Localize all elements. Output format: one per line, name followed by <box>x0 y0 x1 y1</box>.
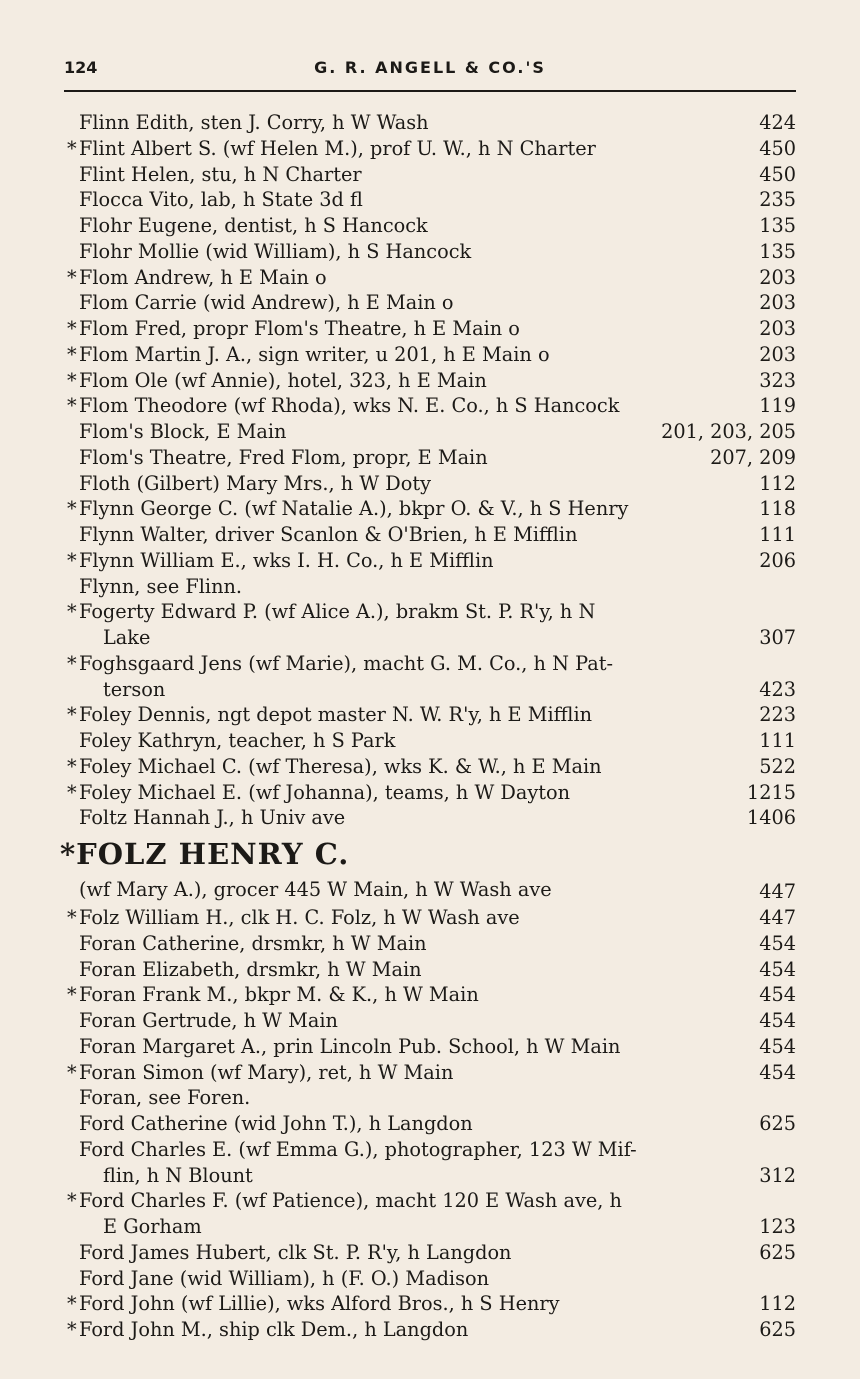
voter-star-marker: * <box>67 317 77 340</box>
entry-text: Flom's Theatre, Fred Flom, propr, E Main <box>79 445 488 469</box>
directory-entry <box>60 239 798 265</box>
directory-entry <box>60 187 798 213</box>
directory-entry <box>60 1291 798 1317</box>
voter-star-marker: * <box>67 906 77 929</box>
directory-entry <box>60 213 798 239</box>
entry-text: Foley Dennis, ngt depot master N. W. R'y, h E Mifflin <box>79 703 593 727</box>
directory-entry <box>60 162 798 188</box>
directory-entry <box>60 1266 798 1292</box>
house-number: 454 <box>759 1060 796 1084</box>
entry-text: Flint Helen, stu, h N Charter <box>79 162 362 186</box>
voter-star-marker: * <box>67 651 77 675</box>
entry-text: Ford Charles E. (wf Emma G.), photographer, 123 W Mif- <box>79 1137 637 1161</box>
directory-entry <box>60 316 798 342</box>
voter-star-marker: * <box>67 600 77 624</box>
entry-text: Flom Carrie (wid Andrew), h E Main o <box>79 291 454 315</box>
house-number: 223 <box>759 703 796 727</box>
directory-entry <box>60 265 798 291</box>
directory-entry <box>60 471 798 497</box>
entry-text: Foley Michael C. (wf Theresa), wks K. & W., h E Main <box>79 754 602 778</box>
house-number: 307 <box>759 626 796 649</box>
directory-entry <box>60 1085 798 1111</box>
house-number: 625 <box>759 1112 796 1135</box>
house-number: 424 <box>759 111 796 134</box>
entry-text: Flinn Edith, sten J. Corry, h W Wash <box>79 111 429 134</box>
voter-star-marker: * <box>67 1292 77 1316</box>
house-number: 203 <box>759 342 796 366</box>
entry-text: Foran, see Foren. <box>79 1086 251 1110</box>
directory-entry <box>60 1008 798 1034</box>
voter-star-marker: * <box>67 754 77 778</box>
house-number: 203 <box>759 317 796 340</box>
directory-entry <box>60 110 798 136</box>
house-number: 447 <box>759 880 796 904</box>
entry-text: Flynn William E., wks I. H. Co., h E Mifflin <box>79 548 494 572</box>
entry-continuation: flin, h N Blount <box>103 1163 253 1187</box>
directory-entry <box>60 419 798 445</box>
entry-continuation: E Gorham <box>103 1215 202 1238</box>
house-number: 235 <box>759 188 796 212</box>
directory-entry <box>60 1188 798 1240</box>
entry-text: Ford James Hubert, clk St. P. R'y, h Langdon <box>79 1240 512 1264</box>
entry-text: Flohr Mollie (wid William), h S Hancock <box>79 239 472 263</box>
house-number: 323 <box>759 368 796 392</box>
voter-star-marker: * <box>67 1189 77 1213</box>
directory-entry <box>60 1111 798 1137</box>
header-rule <box>64 90 796 92</box>
entry-text: Foran Elizabeth, drsmkr, h W Main <box>79 957 422 981</box>
voter-star-marker: * <box>67 136 77 160</box>
house-number: 1215 <box>746 780 796 804</box>
house-number: 522 <box>759 754 796 778</box>
house-number: 111 <box>759 523 796 546</box>
house-number: 119 <box>759 394 796 418</box>
entry-text: Flom Martin J. A., sign writer, u 201, h E Main o <box>79 342 550 366</box>
entry-text: Foran Frank M., bkpr M. & K., h W Main <box>79 983 479 1007</box>
house-number: 123 <box>759 1215 796 1238</box>
entry-text: Foltz Hannah J., h Univ ave <box>79 806 346 830</box>
house-number: 454 <box>759 957 796 981</box>
directory-entry <box>60 805 798 831</box>
entry-text: Ford Charles F. (wf Patience), macht 120 E Wash ave, h <box>79 1189 622 1213</box>
entry-continuation: terson <box>103 677 166 701</box>
voter-star-marker: * <box>67 342 77 366</box>
entry-text: Ford Jane (wid William), h (F. O.) Madison <box>79 1266 489 1290</box>
entry-text: Folz William H., clk H. C. Folz, h W Wash ave <box>79 906 520 929</box>
voter-star-marker: * <box>67 265 77 289</box>
entry-text: Flom Fred, propr Flom's Theatre, h E Main o <box>79 317 520 340</box>
house-number: 135 <box>759 214 796 237</box>
entry-text: Flynn Walter, driver Scanlon & O'Brien, h E Mifflin <box>79 523 578 546</box>
voter-star-marker: * <box>67 1060 77 1084</box>
house-number: 111 <box>759 729 796 752</box>
entry-text: Flom Ole (wf Annie), hotel, 323, h E Main <box>79 368 487 392</box>
entry-text: Foran Simon (wf Mary), ret, h W Main <box>79 1060 454 1084</box>
directory-entry <box>60 574 798 600</box>
directory-entry <box>60 780 798 806</box>
voter-star-marker: * <box>67 780 77 804</box>
entry-text: Flocca Vito, lab, h State 3d fl <box>79 188 363 212</box>
directory-entry <box>60 368 798 394</box>
voter-star-marker: * <box>67 1318 77 1341</box>
entry-text: Flom Andrew, h E Main o <box>79 265 327 289</box>
entry-text: Flynn, see Flinn. <box>79 574 243 598</box>
page-header <box>64 58 796 84</box>
house-number: 1406 <box>746 806 796 830</box>
entry-text: Ford John (wf Lillie), wks Alford Bros., h S Henry <box>79 1292 560 1316</box>
featured-entry-text: (wf Mary A.), grocer 445 W Main, h W Wash ave <box>79 878 552 901</box>
house-number: 625 <box>759 1240 796 1264</box>
house-number: 454 <box>759 983 796 1007</box>
directory-entry <box>60 982 798 1008</box>
house-number: 450 <box>759 162 796 186</box>
entry-text: Flom's Block, E Main <box>79 420 287 443</box>
directory-entry <box>60 1034 798 1060</box>
directory-entry <box>60 496 798 522</box>
voter-star-marker: * <box>67 394 77 418</box>
house-number: 206 <box>759 548 796 572</box>
entry-continuation: Lake <box>103 626 151 649</box>
directory-entry <box>60 1060 798 1086</box>
directory-entry <box>60 1137 798 1189</box>
directory-entry <box>60 445 798 471</box>
entry-text: Foran Catherine, drsmkr, h W Main <box>79 931 427 955</box>
directory-entry <box>60 1317 798 1343</box>
house-number: 454 <box>759 1009 796 1032</box>
directory-entry <box>60 754 798 780</box>
directory-entry <box>60 728 798 754</box>
directory-entry <box>60 522 798 548</box>
house-number: 625 <box>759 1318 796 1341</box>
entry-text: Flint Albert S. (wf Helen M.), prof U. W., h N Charter <box>79 136 596 160</box>
house-number: 423 <box>759 677 796 701</box>
entry-text: Foran Gertrude, h W Main <box>79 1009 338 1032</box>
house-number: 112 <box>759 471 796 495</box>
voter-star-marker: * <box>67 983 77 1007</box>
house-number: 312 <box>759 1163 796 1187</box>
directory-entry <box>60 599 798 651</box>
page-number: 124 <box>64 58 98 77</box>
directory-entry <box>60 548 798 574</box>
house-number: 207, 209 <box>710 445 796 469</box>
directory-entry <box>60 905 798 931</box>
house-number: 135 <box>759 239 796 263</box>
house-number: 203 <box>759 291 796 315</box>
house-number: 447 <box>759 906 796 929</box>
directory-entry <box>60 651 798 703</box>
entry-text: Foghsgaard Jens (wf Marie), macht G. M. Co., h N Pat- <box>79 651 613 675</box>
entry-text: Flom Theodore (wf Rhoda), wks N. E. Co., h S Hancock <box>79 394 620 418</box>
voter-star-marker: * <box>67 368 77 392</box>
house-number: 118 <box>759 497 796 521</box>
entry-text: Foley Michael E. (wf Johanna), teams, h W Dayton <box>79 780 571 804</box>
directory-entries <box>60 110 798 1343</box>
entry-text: Foran Margaret A., prin Lincoln Pub. School, h W Main <box>79 1034 621 1058</box>
house-number: 201, 203, 205 <box>661 420 796 443</box>
featured-entry-name: *FOLZ HENRY C. <box>60 837 350 871</box>
directory-entry <box>60 290 798 316</box>
directory-entry <box>60 1240 798 1266</box>
entry-text: Ford John M., ship clk Dem., h Langdon <box>79 1318 469 1341</box>
directory-entry <box>60 136 798 162</box>
house-number: 450 <box>759 136 796 160</box>
house-number: 454 <box>759 931 796 955</box>
entry-text: Fogerty Edward P. (wf Alice A.), brakm St. P. R'y, h N <box>79 600 596 624</box>
voter-star-marker: * <box>67 703 77 727</box>
directory-entry <box>60 342 798 368</box>
house-number: 454 <box>759 1034 796 1058</box>
voter-star-marker: * <box>67 497 77 521</box>
house-number: 112 <box>759 1292 796 1316</box>
featured-entry <box>60 831 798 905</box>
entry-text: Flohr Eugene, dentist, h S Hancock <box>79 214 428 237</box>
entry-text: Foley Kathryn, teacher, h S Park <box>79 729 396 752</box>
entry-text: Ford Catherine (wid John T.), h Langdon <box>79 1112 473 1135</box>
running-title: G. R. ANGELL & CO.'S <box>314 58 546 77</box>
directory-entry <box>60 931 798 957</box>
entry-text: Flynn George C. (wf Natalie A.), bkpr O. & V., h S Henry <box>79 497 629 521</box>
voter-star-marker: * <box>67 548 77 572</box>
directory-entry <box>60 957 798 983</box>
directory-entry <box>60 702 798 728</box>
directory-entry <box>60 393 798 419</box>
house-number: 203 <box>759 265 796 289</box>
entry-text: Floth (Gilbert) Mary Mrs., h W Doty <box>79 471 431 495</box>
